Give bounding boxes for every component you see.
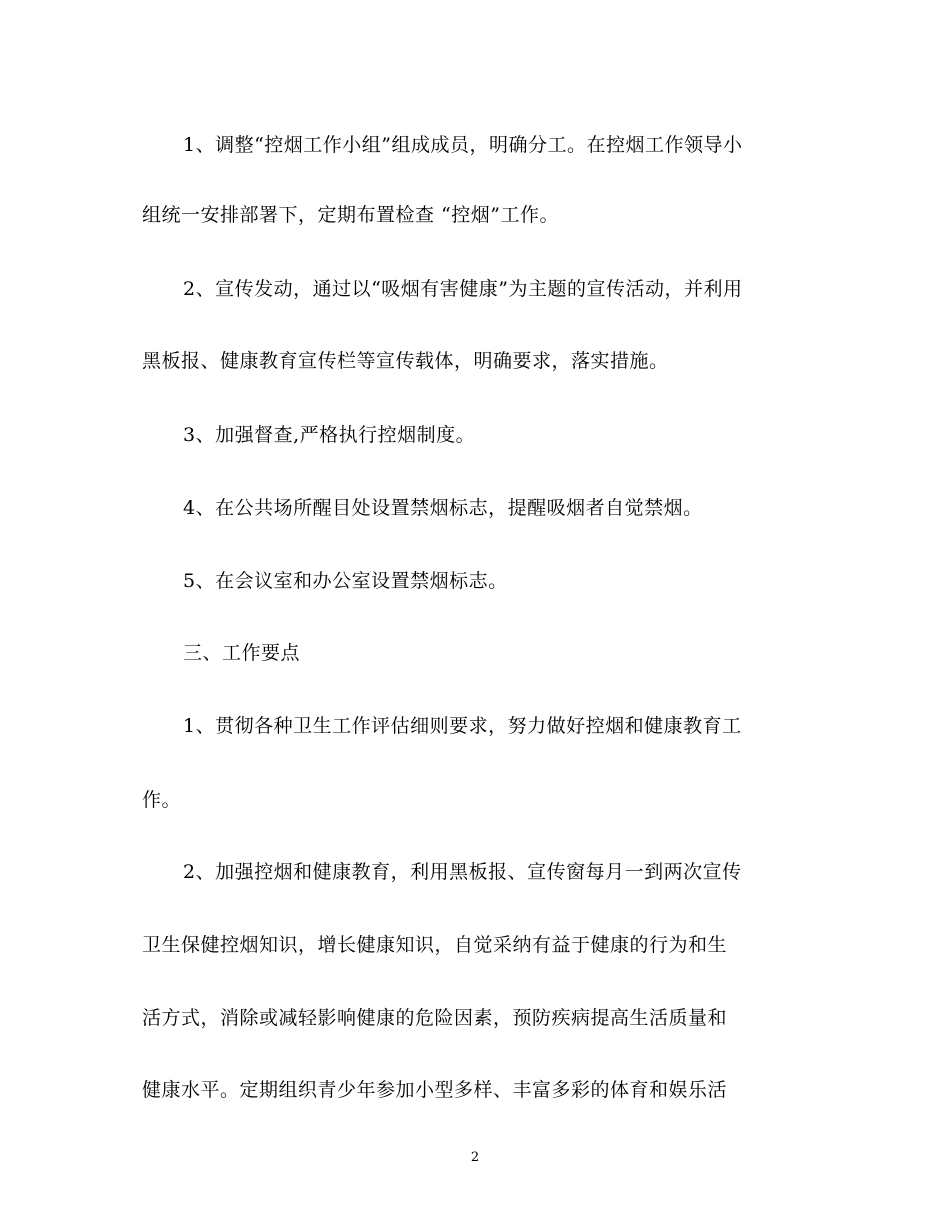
section-heading: 三、工作要点 bbox=[183, 642, 301, 664]
paragraph-line-11: 2、加强控烟和健康教育，利用黑板报、宣传窗每月一到两次宣传 bbox=[183, 861, 742, 883]
paragraph-line-9: 1、贯彻各种卫生工作评估细则要求，努力做好控烟和健康教育工 bbox=[183, 715, 742, 737]
paragraph-line-1: 1、调整“控烟工作小组”组成成员，明确分工。在控烟工作领导小 bbox=[183, 134, 743, 156]
paragraph-line-10: 作。 bbox=[142, 789, 182, 811]
paragraph-line-13: 活方式，消除或减轻影响健康的危险因素，预防疾病提高生活质量和 bbox=[142, 1007, 728, 1029]
paragraph-line-5: 3、加强督查,严格执行控烟制度。 bbox=[183, 424, 476, 446]
paragraph-line-7: 5、在会议室和办公室设置禁烟标志。 bbox=[183, 570, 508, 592]
paragraph-line-12: 卫生保健控烟知识，增长健康知识，自觉采纳有益于健康的行为和生 bbox=[142, 934, 728, 956]
paragraph-line-2: 组统一安排部署下，定期布置检查 “控烟”工作。 bbox=[142, 204, 559, 226]
paragraph-line-6: 4、在公共场所醒目处设置禁烟标志，提醒吸烟者自觉禁烟。 bbox=[183, 497, 703, 519]
paragraph-line-3: 2、宣传发动，通过以“吸烟有害健康”为主题的宣传活动，并利用 bbox=[183, 278, 743, 300]
paragraph-line-14: 健康水平。定期组织青少年参加小型多样、丰富多彩的体育和娱乐活 bbox=[142, 1079, 728, 1101]
paragraph-line-4: 黑板报、健康教育宣传栏等宣传载体，明确要求，落实措施。 bbox=[142, 350, 669, 372]
page-number: 2 bbox=[470, 1150, 480, 1165]
